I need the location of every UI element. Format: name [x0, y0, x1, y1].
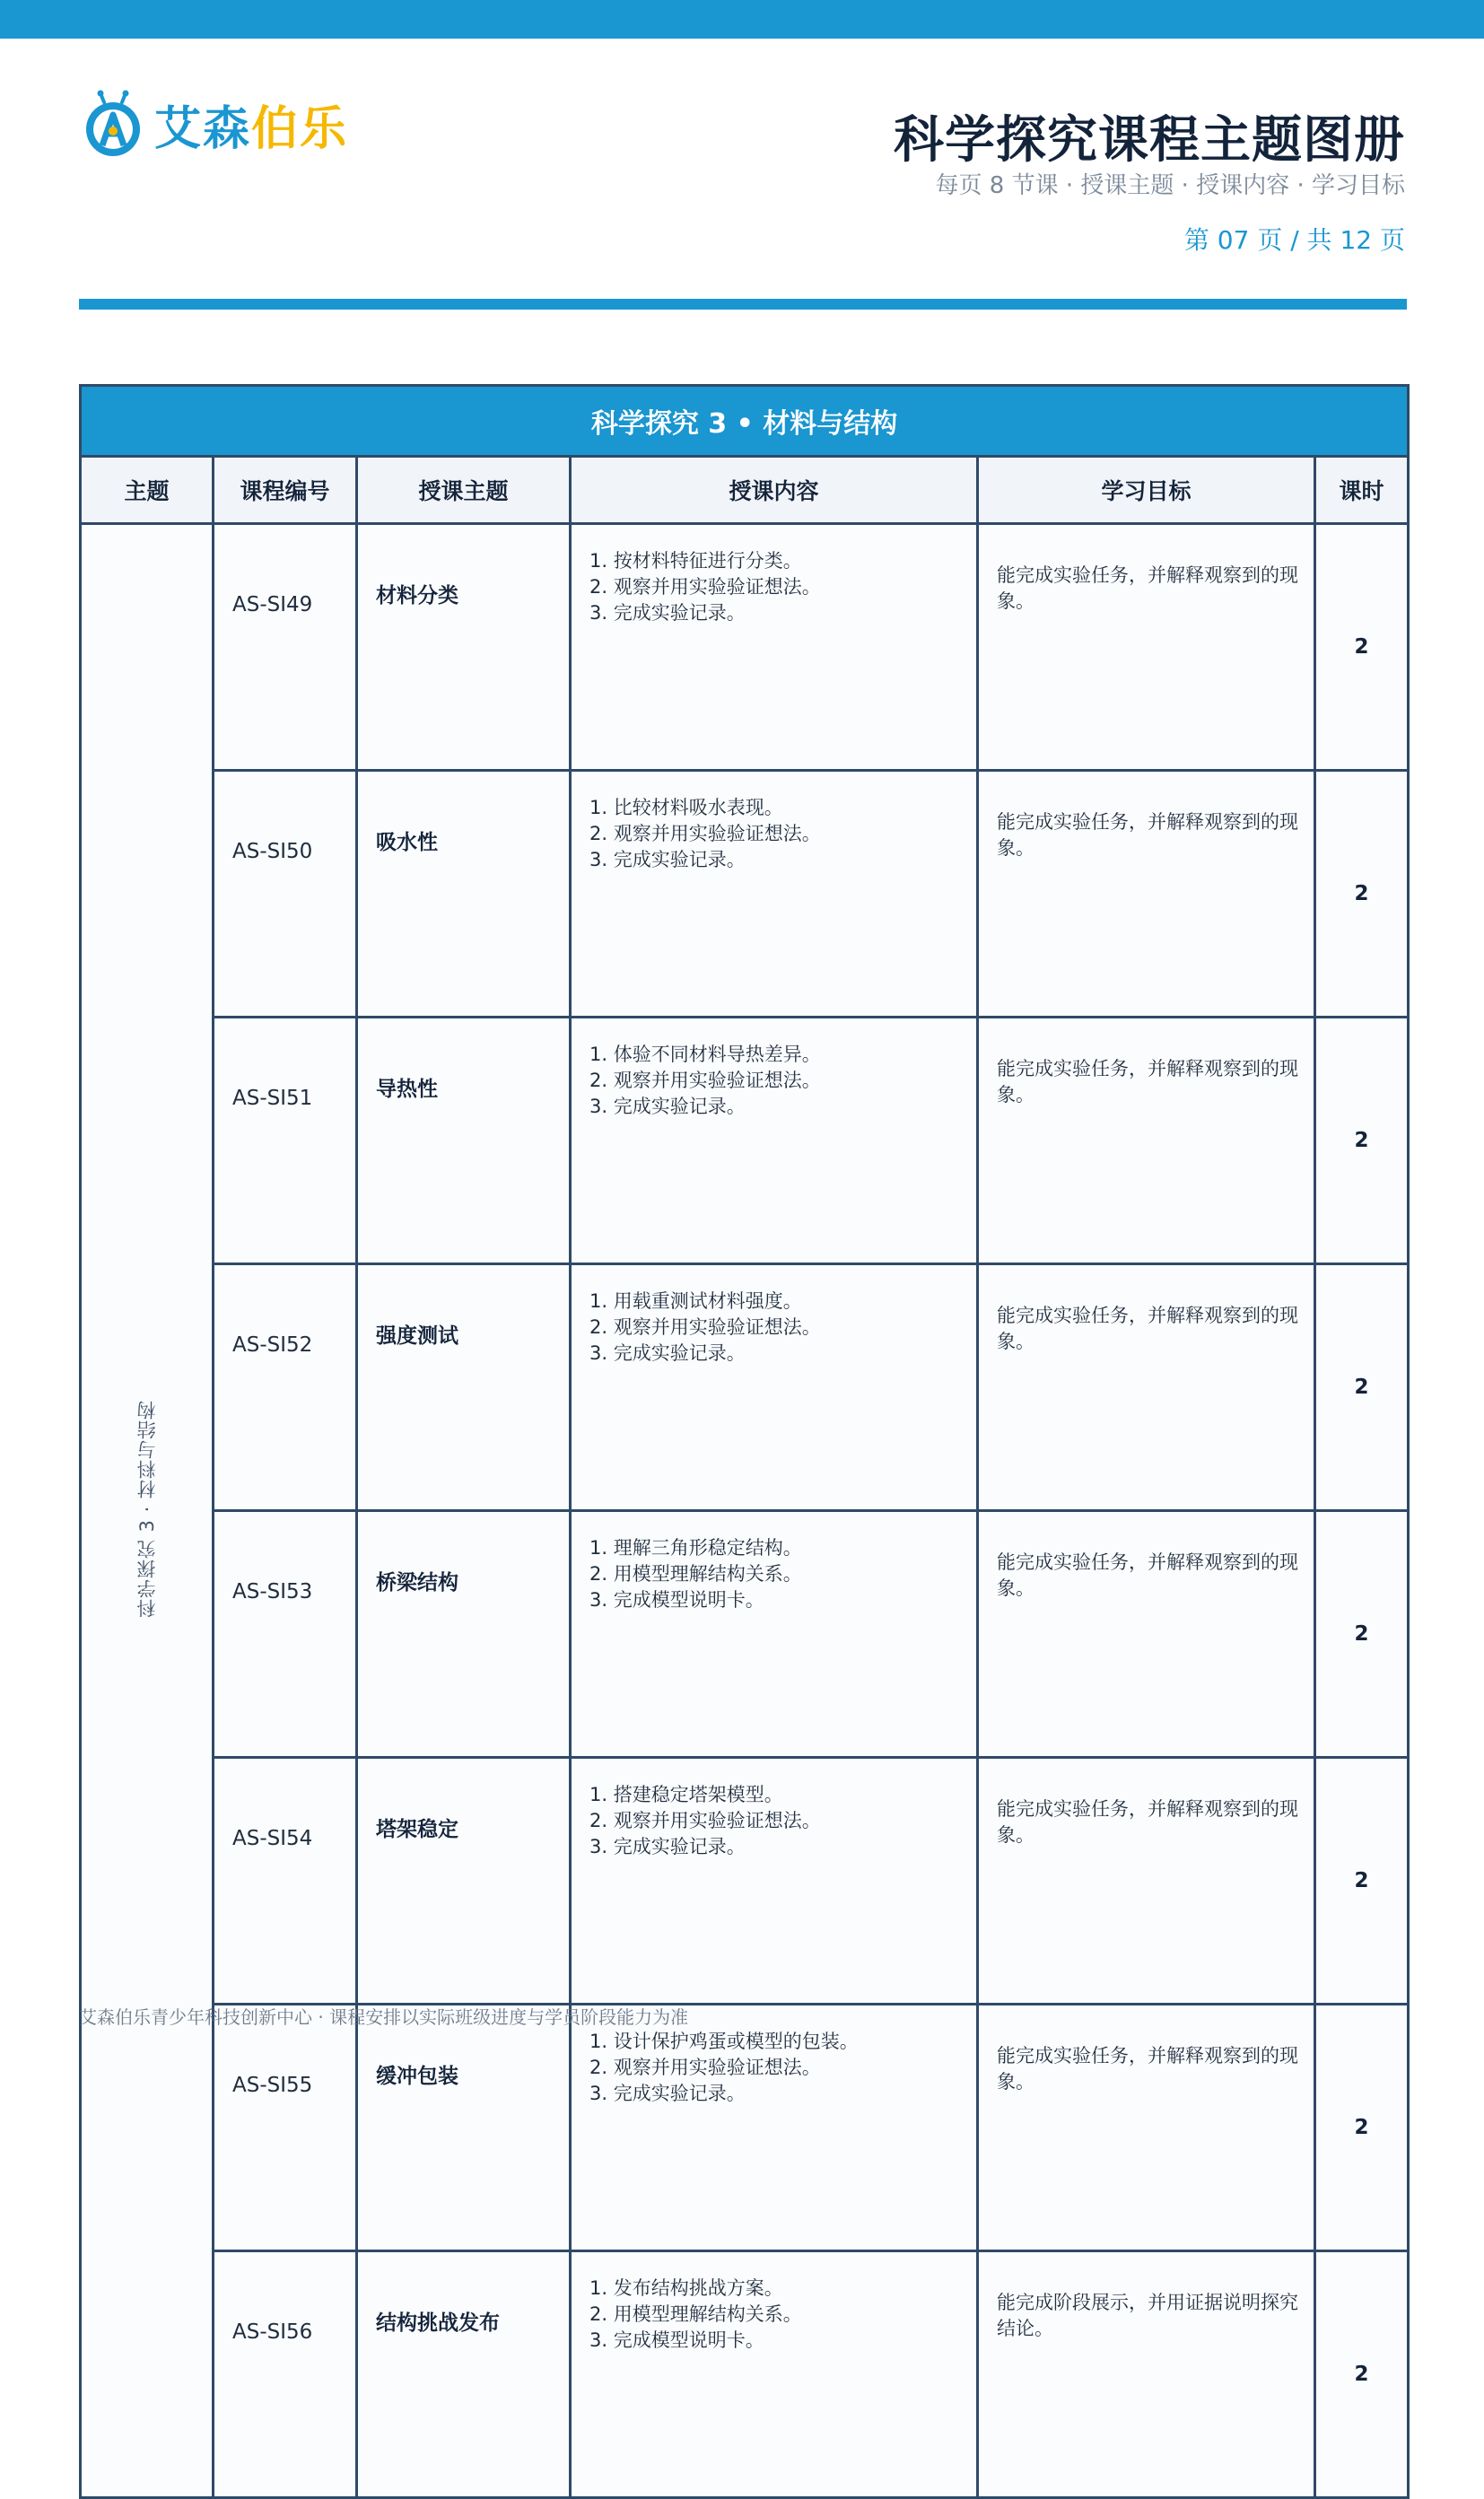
table-row: [81, 1511, 1409, 1758]
column-header-topic: 授课主题: [357, 457, 571, 524]
course-content: [571, 2251, 978, 2498]
course-topic: 缓冲包装: [357, 2005, 571, 2251]
page-title: 科学探究课程主题图册: [894, 111, 1405, 170]
content-line: 2. 观察并用实验验证想法。: [589, 1810, 821, 1831]
course-hours: 2: [1315, 771, 1409, 1018]
robot-a-logo-icon: [79, 90, 147, 158]
column-header-content: 授课内容: [571, 457, 978, 524]
content-line: 2. 观察并用实验验证想法。: [589, 1070, 821, 1091]
table-row: [81, 1758, 1409, 2005]
course-code: AS-SI53: [214, 1511, 357, 1758]
content-line: 2. 观察并用实验验证想法。: [589, 823, 821, 844]
content-line: 1. 设计保护鸡蛋或模型的包装。: [589, 2031, 859, 2052]
course-code: AS-SI50: [214, 771, 357, 1018]
table-row: [81, 524, 1409, 771]
content-line: 3. 完成实验记录。: [589, 2083, 746, 2104]
course-topic: 桥梁结构: [357, 1511, 571, 1758]
table-body: [81, 524, 1409, 2498]
course-hours: 2: [1315, 1758, 1409, 2005]
column-header-goal: 学习目标: [978, 457, 1315, 524]
content-line: 1. 搭建稳定塔架模型。: [589, 1784, 783, 1805]
content-line: 3. 完成实验记录。: [589, 602, 746, 624]
course-content: [571, 1511, 978, 1758]
table-row: [81, 771, 1409, 1018]
learning-goal: 能完成实验任务，并解释观察到的现象。: [978, 2005, 1315, 2251]
course-code: AS-SI54: [214, 1758, 357, 2005]
learning-goal: 能完成实验任务，并解释观察到的现象。: [978, 771, 1315, 1018]
course-hours: 2: [1315, 1511, 1409, 1758]
course-topic: 结构挑战发布: [357, 2251, 571, 2498]
course-topic: 塔架稳定: [357, 1758, 571, 2005]
learning-goal: 能完成阶段展示，并用证据说明探究结论。: [978, 2251, 1315, 2498]
course-hours: 2: [1315, 524, 1409, 771]
table-row: [81, 1018, 1409, 1264]
content-line: 3. 完成实验记录。: [589, 849, 746, 870]
subject-cell: [81, 524, 214, 2498]
course-hours: 2: [1315, 2005, 1409, 2251]
column-header-subject: 主题: [81, 457, 214, 524]
course-content: [571, 2005, 978, 2251]
course-content: [571, 1018, 978, 1264]
brand-name-part1: 艾森: [154, 101, 252, 156]
content-line: 3. 完成模型说明卡。: [589, 1589, 764, 1611]
content-line: 1. 比较材料吸水表现。: [589, 797, 783, 818]
content-line: 3. 完成实验记录。: [589, 1836, 746, 1857]
subject-label: 科学探究 3 · 材料与结构: [135, 1399, 158, 1619]
top-accent-bar: [0, 0, 1484, 39]
content-line: 1. 用载重测试材料强度。: [589, 1290, 802, 1312]
course-code: AS-SI52: [214, 1264, 357, 1511]
course-content: [571, 771, 978, 1018]
course-content: [571, 1264, 978, 1511]
table-row: [81, 1264, 1409, 1511]
course-code: AS-SI56: [214, 2251, 357, 2498]
content-line: 2. 观察并用实验验证想法。: [589, 576, 821, 598]
column-header-hours: 课时: [1315, 457, 1409, 524]
content-line: 1. 按材料特征进行分类。: [589, 550, 802, 572]
learning-goal: 能完成实验任务，并解释观察到的现象。: [978, 524, 1315, 771]
content-line: 2. 用模型理解结构关系。: [589, 2303, 802, 2325]
content-line: 2. 观察并用实验验证想法。: [589, 2057, 821, 2078]
course-content: [571, 524, 978, 771]
table-row: [81, 2005, 1409, 2251]
table-header-row: [81, 457, 1409, 524]
brand-name: [154, 91, 348, 158]
brand-logo: [79, 88, 348, 160]
learning-goal: 能完成实验任务，并解释观察到的现象。: [978, 1758, 1315, 2005]
learning-goal: 能完成实验任务，并解释观察到的现象。: [978, 1018, 1315, 1264]
course-hours: 2: [1315, 1264, 1409, 1511]
course-code: AS-SI55: [214, 2005, 357, 2251]
content-line: 2. 用模型理解结构关系。: [589, 1563, 802, 1585]
table-row: [81, 2251, 1409, 2498]
course-hours: 2: [1315, 2251, 1409, 2498]
course-topic: 吸水性: [357, 771, 571, 1018]
content-line: 3. 完成实验记录。: [589, 1342, 746, 1364]
course-content: [571, 1758, 978, 2005]
course-topic: 导热性: [357, 1018, 571, 1264]
content-line: 1. 理解三角形稳定结构。: [589, 1537, 802, 1559]
brand-name-part2: 伯乐: [251, 101, 349, 156]
content-line: 1. 发布结构挑战方案。: [589, 2277, 783, 2299]
page-subtitle: 每页 8 节课 · 授课主题 · 授课内容 · 学习目标: [935, 172, 1405, 199]
learning-goal: 能完成实验任务，并解释观察到的现象。: [978, 1264, 1315, 1511]
learning-goal: 能完成实验任务，并解释观察到的现象。: [978, 1511, 1315, 1758]
course-code: AS-SI49: [214, 524, 357, 771]
course-table-container: [79, 384, 1407, 2499]
course-topic: 强度测试: [357, 1264, 571, 1511]
table-caption: 科学探究 3 • 材料与结构: [81, 386, 1409, 457]
content-line: 3. 完成实验记录。: [589, 1096, 746, 1117]
course-code: AS-SI51: [214, 1018, 357, 1264]
course-table: [79, 384, 1410, 2499]
page-footer: 艾森伯乐青少年科技创新中心 · 课程安排以实际班级进度与学员阶段能力为准: [79, 2006, 689, 2028]
content-line: 2. 观察并用实验验证想法。: [589, 1316, 821, 1338]
header-divider: [79, 299, 1407, 310]
course-hours: 2: [1315, 1018, 1409, 1264]
page-number: 第 07 页 / 共 12 页: [1183, 225, 1405, 255]
content-line: 1. 体验不同材料导热差异。: [589, 1044, 821, 1065]
content-line: 3. 完成模型说明卡。: [589, 2329, 764, 2351]
course-topic: 材料分类: [357, 524, 571, 771]
column-header-code: 课程编号: [214, 457, 357, 524]
